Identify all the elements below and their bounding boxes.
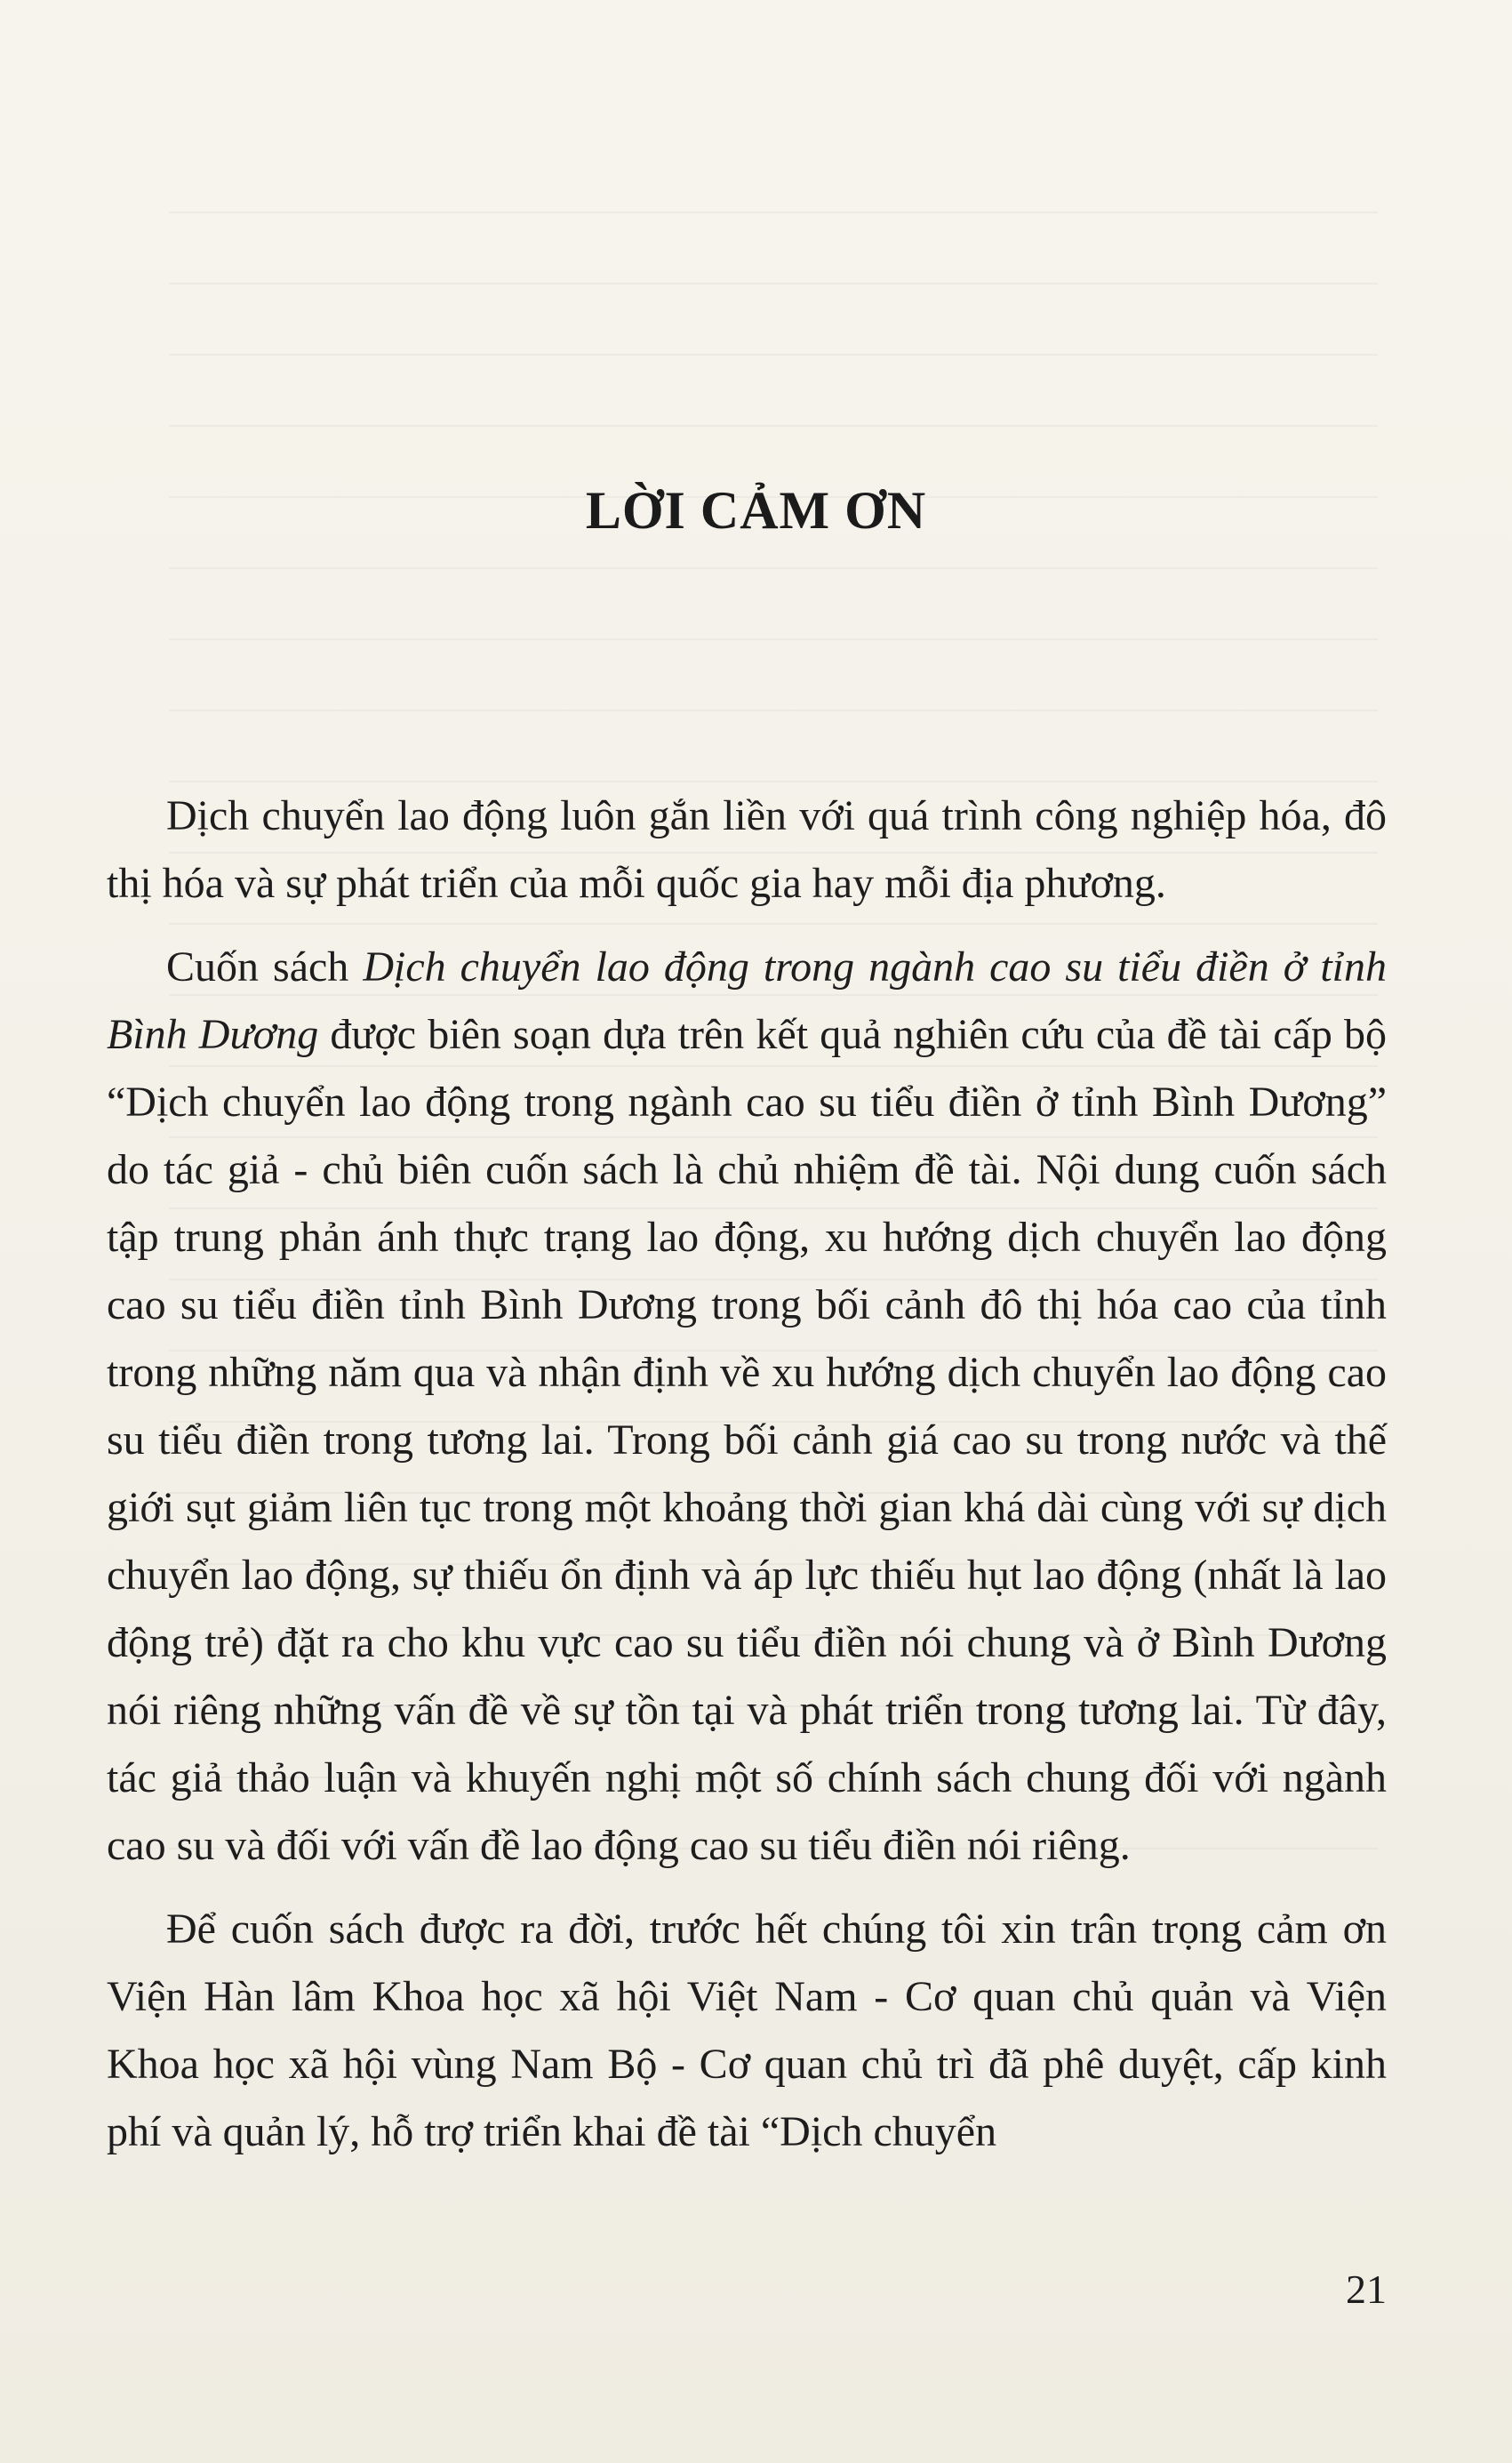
page-heading: LỜI CẢM ƠN — [585, 481, 927, 540]
body-text — [107, 782, 1387, 2182]
paragraph-lead: Cuốn sách — [166, 943, 364, 991]
paragraph-acknowledgement: Để cuốn sách được ra đời, trước hết chúng tôi xin trân trọng cảm ơn Viện Hàn lâm Khoa học xã hội Việt Nam - Cơ quan chủ quản và Viện Khoa học xã hội vùng Nam Bộ - Cơ quan chủ trì đã phê duyệt, cấp kinh phí và quản lý, hỗ trợ triển khai đề tài “Dịch chuyển — [107, 1905, 1387, 2155]
book-title-italic: Dịch chuyển lao động trong ngành cao su tiểu điền ở tỉnh Bình Dương — [107, 943, 1387, 1058]
page-number: 21 — [1346, 2266, 1387, 2312]
paragraph-intro: Dịch chuyển lao động luôn gắn liền với quá trình công nghiệp hóa, đô thị hóa và sự phát triển của mỗi quốc gia hay mỗi địa phương. — [107, 792, 1387, 907]
paragraph-body: được biên soạn dựa trên kết quả nghiên cứu của đề tài cấp bộ “Dịch chuyển lao động trong ngành cao su tiểu điền ở tỉnh Bình Dương” do tác giả - chủ biên cuốn sách là chủ nhiệm đề tài. Nội dung cuốn sách tập trung phản ánh thực trạng lao động, xu hướng dịch chuyển lao động cao su tiểu điền tỉnh Bình Dương trong bối cảnh đô thị hóa cao của tỉnh trong những năm qua và nhận định về xu hướng dịch chuyển lao động cao su tiểu điền trong tương lai. Trong bối cảnh giá cao su trong nước và thế giới sụt giảm liên tục trong một khoảng thời gian khá dài cùng với sự dịch chuyển lao động, sự thiếu ổn định và áp lực thiếu hụt lao động (nhất là lao động trẻ) đặt ra cho khu vực cao su tiểu điền nói chung và ở Bình Dương nói riêng những vấn đề về sự tồn tại và phát triển trong tương lai. Từ đây, tác giả thảo luận và khuyến nghị một số chính sách chung đối với ngành cao su và đối với vấn đề lao động cao su tiểu điền nói riêng. — [107, 1011, 1387, 1869]
paragraph-book-summary — [107, 934, 1387, 1880]
